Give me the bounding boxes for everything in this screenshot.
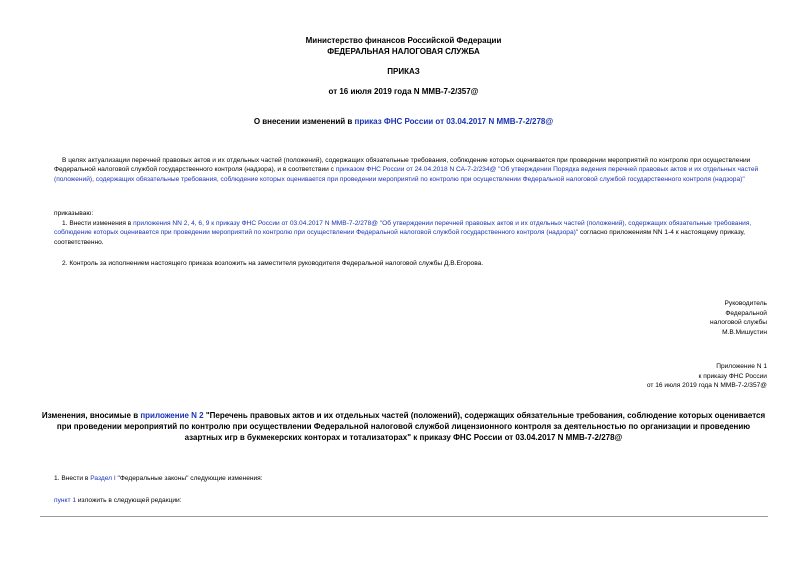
annexes-link[interactable]: приложения NN 2, 4, 6, 9 к приказу ФНС России от 03.04.2017 N ММВ-7-2/278@ "Об утверждении перечней правовых актов и их отдельных частей (положений), содержащих обязательные требования, соблюдение которых оценивается при проведении мероприятий по контролю при осуществлении Федеральной налоговой службой государственного контроля (надзора)": [54, 220, 752, 237]
signature-org-1: Федеральной: [725, 309, 767, 317]
annex-date: от 16 июля 2019 года N ММВ-7-2/357@: [646, 382, 767, 390]
change-1-text-start: 1. Внести в: [54, 475, 91, 482]
subject-order-link[interactable]: приказ ФНС России от 03.04.2017 N ММВ-7-2/278@: [354, 117, 554, 126]
signature-position: Руководитель: [724, 300, 767, 307]
annex-title-prefix: Изменения, вносимые в: [41, 411, 141, 420]
change-2-paragraph: [54, 496, 766, 505]
annex-title: [40, 410, 767, 443]
item-1-paragraph: [54, 219, 766, 247]
item-1-text-start: 1. Внести изменения в: [62, 220, 134, 227]
change-2-text: изложить в следующей редакции:: [76, 497, 182, 504]
signature-block: [567, 299, 767, 337]
signature-org-2: налоговой службы: [710, 319, 767, 327]
order-link-ca-7-2-234[interactable]: приказом ФНС России от 24.04.2018 N СА-7-2/234@: [335, 166, 497, 174]
order-word: приказываю:: [54, 210, 94, 217]
section-1-link[interactable]: Раздел I: [90, 475, 116, 482]
item-2-paragraph: 2. Контроль за исполнением настоящего приказа возложить на заместителя руководителя Федеральной налоговой службы Д.В.Егорова.: [62, 260, 484, 267]
preamble-paragraph: [54, 156, 766, 184]
point-1-link[interactable]: пункт 1: [54, 497, 76, 504]
order-title-link[interactable]: "Об утверждении Порядка ведения перечней правовых актов и их отдельных частей (положений), содержащих обязательные требования, соблюдение которых оценивается при проведении мероприятий по контролю при осуществлении Федеральной налоговой службой государственного контроля (надзора)": [54, 166, 759, 183]
annex-reference: [567, 362, 767, 391]
document-type: ПРИКАЗ: [387, 67, 420, 76]
document-subject: [0, 116, 807, 127]
annex-title-rest: "Перечень правовых актов и их отдельных частей (положений), содержащих обязательные требования, соблюдение которых оценивается при проведении мероприятий по контролю при осуществлении Федеральной налоговой службой лицензионного контроля за деятельностью по организации и проведению азартных игр в букмекерских конторах и тотализаторах" к приказу ФНС России от 03.04.2017 N ММВ-7-2/278@: [56, 411, 766, 442]
annex-2-link[interactable]: приложение N 2: [140, 411, 204, 420]
service-title: ФЕДЕРАЛЬНАЯ НАЛОГОВАЯ СЛУЖБА: [327, 47, 480, 56]
annex-order: к приказу ФНС России: [698, 372, 767, 380]
signature-name: М.В.Мишустин: [722, 328, 767, 336]
change-1-text-end: "Федеральные законы" следующие изменения:: [115, 475, 263, 482]
change-1-paragraph: [54, 474, 766, 483]
ministry-title: Министерство финансов Российской Федерации: [305, 36, 502, 45]
item-1-text-end: согласно приложениям NN 1-4 к настоящему приказу, соответственно.: [54, 229, 745, 246]
document-date-number: от 16 июля 2019 года N ММВ-7-2/357@: [328, 87, 479, 96]
page-divider: [40, 516, 768, 517]
preamble-text: В целях актуализации перечней правовых актов и их отдельных частей (положений), содержащих обязательные требования, соблюдение которых оценивается при проведении мероприятий по контролю при осуществлении Федеральной налоговой службой государственного контроля (надзора), и в соответствии с: [54, 157, 751, 174]
annex-number: Приложение N 1: [716, 363, 767, 370]
subject-prefix: О внесении изменений в: [253, 117, 355, 126]
